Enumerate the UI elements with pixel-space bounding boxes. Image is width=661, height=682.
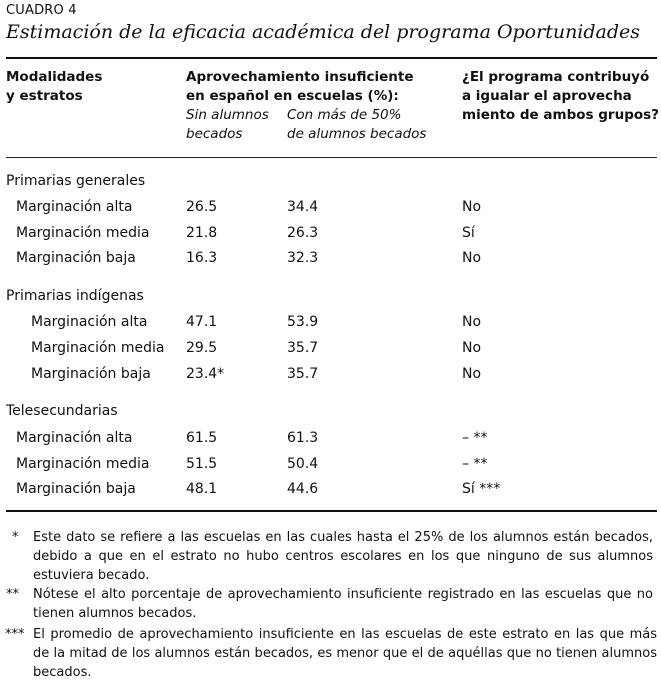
value-contribuyo: – ** (462, 456, 488, 472)
value-con: 44.6 (287, 481, 319, 497)
row-label: Marginación alta (31, 314, 148, 330)
value-contribuyo: No (462, 340, 482, 356)
row-label: Marginación alta (16, 430, 133, 446)
value-con: 61.3 (287, 430, 319, 446)
value-contribuyo: No (462, 199, 482, 215)
group-name: Telesecundarias (6, 403, 118, 419)
subheader-sin-becados (186, 106, 269, 144)
table-label: CUADRO 4 (6, 3, 77, 18)
value-contribuyo: – ** (462, 430, 488, 446)
value-sin: 16.3 (186, 250, 218, 266)
footnote-mark: *** (5, 627, 25, 642)
row-label: Marginación alta (16, 199, 133, 215)
row-label: Marginación media (16, 456, 150, 472)
value-contribuyo: Sí *** (462, 481, 501, 497)
value-sin: 51.5 (186, 456, 218, 472)
row-label: Marginación baja (16, 250, 136, 266)
subheader-con-line1: Con más de 50% (287, 107, 402, 123)
header-contribuyo-line2: a igualar el aprovecha (462, 88, 632, 104)
row-label: Marginación baja (16, 481, 136, 497)
bottom-rule (6, 510, 657, 512)
value-con: 26.3 (287, 225, 319, 241)
value-con: 32.3 (287, 250, 319, 266)
value-sin: 29.5 (186, 340, 218, 356)
subheader-sin-line2: becados (186, 126, 243, 142)
table-title: Estimación de la eficacia académica del programa Oportunidades (6, 21, 641, 43)
top-rule (6, 57, 657, 59)
value-sin: 48.1 (186, 481, 218, 497)
value-sin: 61.5 (186, 430, 218, 446)
row-label: Marginación media (31, 340, 165, 356)
header-rule (6, 157, 657, 158)
value-con: 35.7 (287, 340, 319, 356)
subheader-sin-line1: Sin alumnos (186, 107, 269, 123)
value-con: 53.9 (287, 314, 319, 330)
value-con: 35.7 (287, 366, 319, 382)
value-contribuyo: Sí (462, 225, 475, 241)
header-contribuyo (462, 68, 659, 125)
value-contribuyo: No (462, 366, 482, 382)
value-contribuyo: No (462, 314, 482, 330)
footnote-text: El promedio de aprovechamiento insuficiente en las escuelas de este estrato en las que más de la mitad de los alumnos están becados, es menor que el de aquéllas que no tienen alumnos becados. (33, 627, 657, 680)
value-sin: 21.8 (186, 225, 218, 241)
row-label: Marginación media (16, 225, 150, 241)
value-con: 34.4 (287, 199, 319, 215)
value-con: 50.4 (287, 456, 319, 472)
subheader-con-line2: de alumnos becados (287, 126, 427, 142)
row-label: Marginación baja (31, 366, 151, 382)
value-contribuyo: No (462, 250, 482, 266)
subheader-con-becados (287, 106, 426, 144)
header-contribuyo-line3: miento de ambos grupos? (462, 107, 659, 123)
header-aprovechamiento-line2: en español en escuelas (%): (186, 88, 399, 104)
header-aprovechamiento-line1: Aprovechamiento insuficiente (186, 69, 414, 85)
group-name: Primarias indígenas (6, 288, 144, 304)
footnote-text: Nótese el alto porcentaje de aprovechamiento insuficiente registrado en las escuelas que no tienen alumnos becados. (33, 587, 653, 621)
footnote-mark: ** (6, 587, 19, 602)
footnote-mark: * (12, 530, 19, 545)
value-sin: 23.4* (186, 366, 225, 382)
value-sin: 47.1 (186, 314, 218, 330)
header-modalidades-line2: y estratos (6, 88, 83, 104)
header-modalidades-line1: Modalidades (6, 69, 103, 85)
value-sin: 26.5 (186, 199, 218, 215)
header-contribuyo-line1: ¿El programa contribuyó (462, 69, 650, 85)
group-name: Primarias generales (6, 173, 146, 189)
header-modalidades (6, 68, 102, 106)
header-aprovechamiento (186, 68, 414, 106)
footnote-text: Este dato se refiere a las escuelas en las cuales hasta el 25% de los alumnos están becados, debido a que en el estrato no hubo centros escolares en los que ninguno de sus alumnos estuviera becado. (33, 530, 653, 583)
